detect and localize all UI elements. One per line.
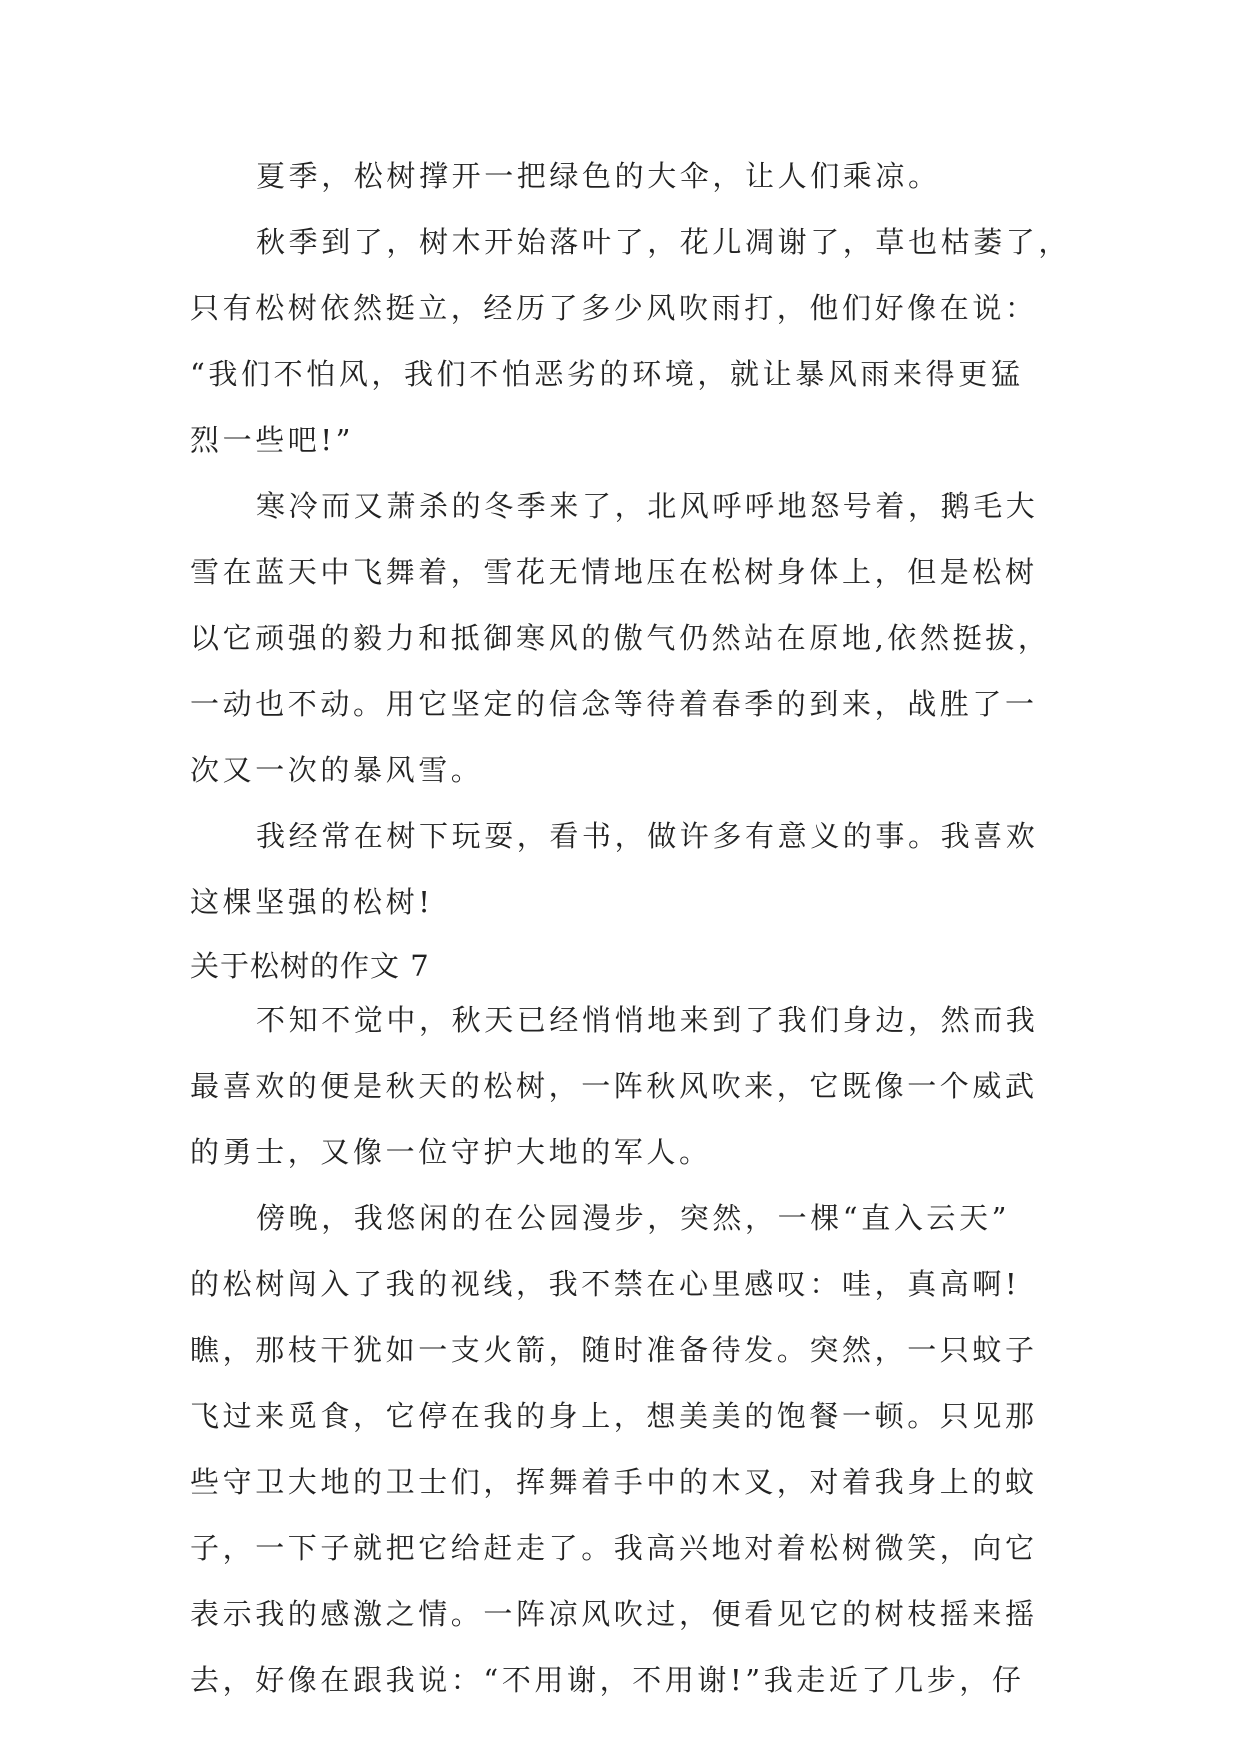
paragraph-line: 我经常在树下玩耍，看书，做许多有意义的事。我喜欢 bbox=[256, 819, 1039, 853]
paragraph-line: 表示我的感激之情。一阵凉风吹过，便看见它的树枝摇来摇 bbox=[190, 1597, 1038, 1631]
section-heading: 关于松树的作文 7 bbox=[190, 949, 430, 983]
paragraph-line: “我们不怕风，我们不怕恶劣的环境，就让暴风雨来得更猛 bbox=[190, 357, 1024, 391]
paragraph-line: 秋季到了，树木开始落叶了，花儿凋谢了，草也枯萎了， bbox=[256, 225, 1072, 259]
paragraph-line: 雪在蓝天中飞舞着，雪花无情地压在松树身体上，但是松树 bbox=[190, 555, 1038, 589]
paragraph-line: 的勇士，又像一位守护大地的军人。 bbox=[190, 1135, 712, 1169]
paragraph-line: 烈一些吧!” bbox=[190, 423, 355, 457]
paragraph-line: 瞧，那枝干犹如一支火箭，随时准备待发。突然，一只蚊子 bbox=[190, 1333, 1038, 1367]
paragraph-line: 一动也不动。用它坚定的信念等待着春季的到来，战胜了一 bbox=[190, 687, 1038, 721]
paragraph-line: 最喜欢的便是秋天的松树，一阵秋风吹来，它既像一个威武 bbox=[190, 1069, 1038, 1103]
paragraph-line: 傍晚，我悠闲的在公园漫步，突然，一棵“直入云天” bbox=[256, 1201, 1011, 1235]
document-body bbox=[190, 156, 1072, 1726]
paragraph-line: 寒冷而又萧杀的冬季来了，北风呼呼地怒号着，鹅毛大 bbox=[256, 489, 1039, 523]
paragraph-line: 次又一次的暴风雪。 bbox=[190, 753, 484, 787]
paragraph-line: 子，一下子就把它给赶走了。我高兴地对着松树微笑，向它 bbox=[190, 1531, 1038, 1565]
paragraph-line: 以它顽强的毅力和抵御寒风的傲气仍然站在原地,依然挺拔， bbox=[190, 621, 1051, 655]
paragraph-line: 些守卫大地的卫士们，挥舞着手中的木叉，对着我身上的蚊 bbox=[190, 1465, 1038, 1499]
paragraph-line: 飞过来觅食，它停在我的身上，想美美的饱餐一顿。只见那 bbox=[190, 1399, 1038, 1433]
paragraph-line: 只有松树依然挺立，经历了多少风吹雨打，他们好像在说： bbox=[190, 291, 1038, 325]
paragraph-line: 的松树闯入了我的视线，我不禁在心里感叹：哇，真高啊! bbox=[190, 1267, 1021, 1301]
paragraph-line: 夏季，松树撑开一把绿色的大伞，让人们乘凉。 bbox=[256, 159, 941, 193]
paragraph-line: 这棵坚强的松树! bbox=[190, 885, 434, 919]
paragraph-line: 去，好像在跟我说：“不用谢，不用谢!”我走近了几步，仔 bbox=[190, 1663, 1025, 1697]
paragraph-line: 不知不觉中，秋天已经悄悄地来到了我们身边，然而我 bbox=[256, 1003, 1039, 1037]
